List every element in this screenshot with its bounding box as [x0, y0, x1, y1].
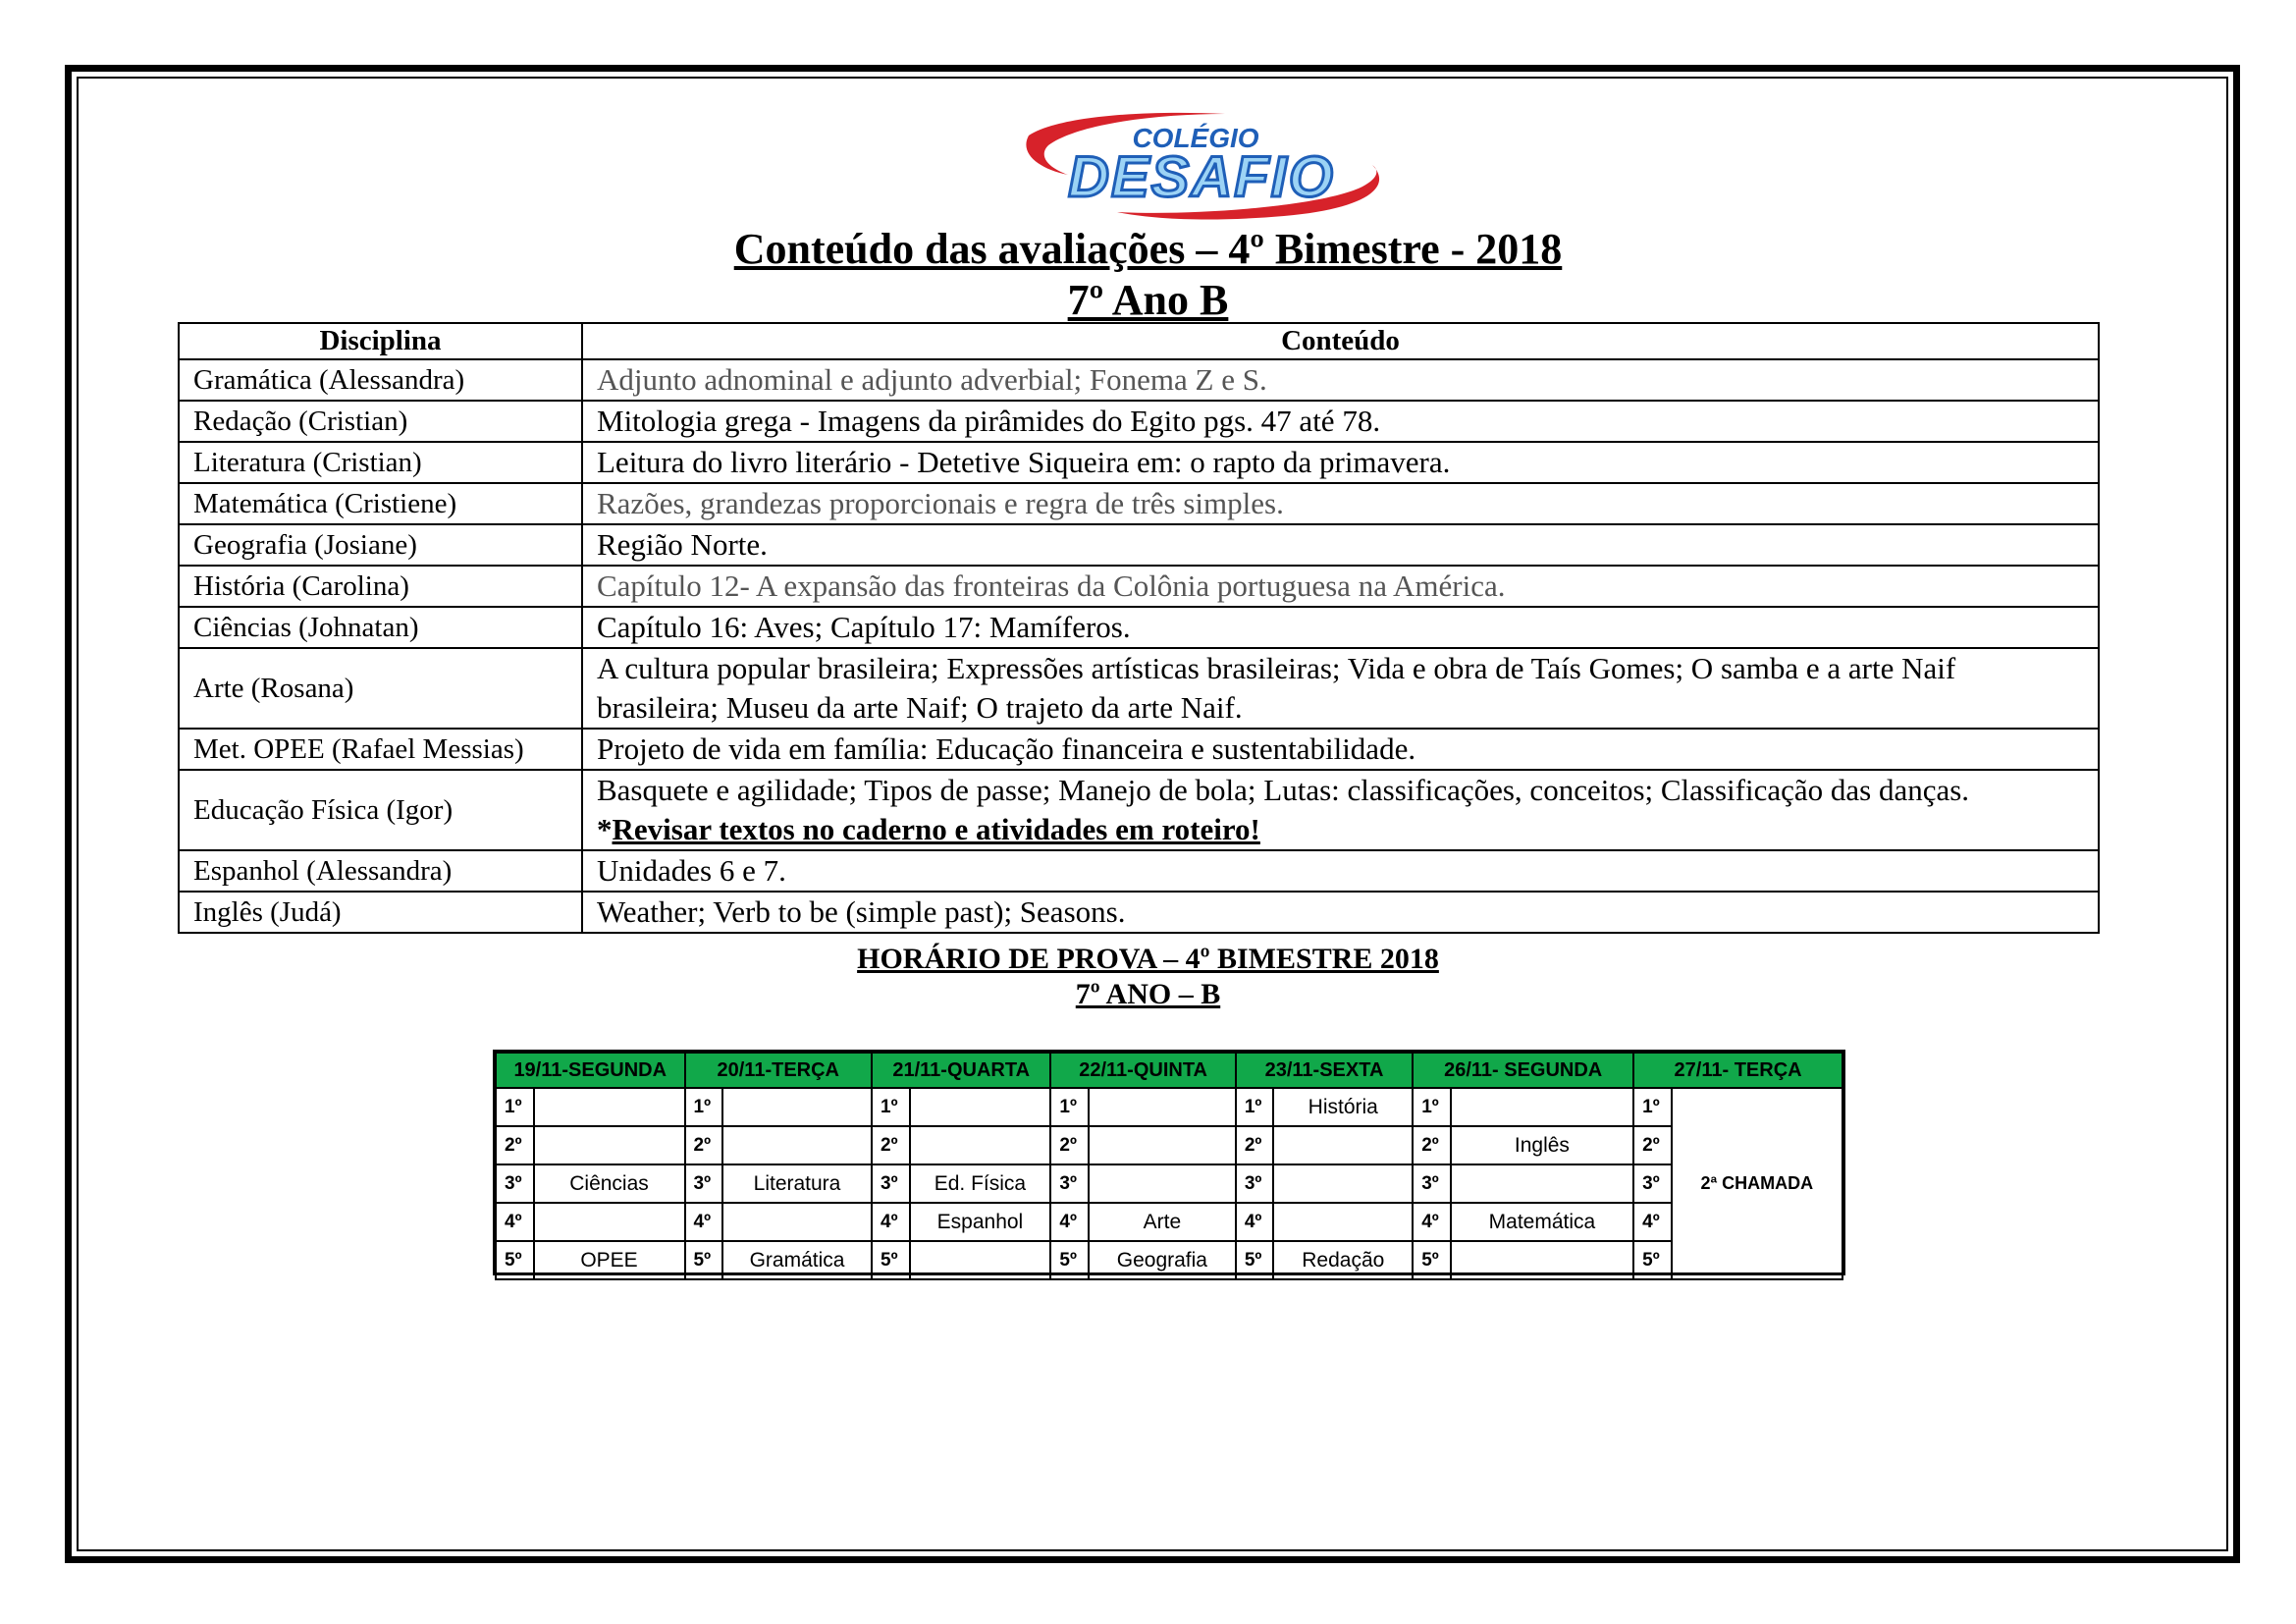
- table-row: [179, 648, 2099, 729]
- discipline-cell: Inglês (Judá): [179, 892, 582, 933]
- period-number: 5º: [685, 1241, 723, 1279]
- period-number: 4º: [496, 1203, 534, 1241]
- subject-cell: Redação: [1273, 1241, 1413, 1279]
- discipline-cell: Geografia (Josiane): [179, 524, 582, 566]
- review-note-text: Revisar textos no caderno e atividades em roteiro!: [612, 812, 1260, 846]
- period-number: 1º: [1236, 1088, 1274, 1126]
- subject-cell: Ciências: [534, 1164, 685, 1203]
- page-title: Conteúdo das avaliações – 4º Bimestre - 2018: [733, 225, 1563, 273]
- schedule-row: [496, 1088, 1842, 1126]
- table-row: [179, 359, 2099, 401]
- subject-cell: [1089, 1088, 1236, 1126]
- discipline-cell: Literatura (Cristian): [179, 442, 582, 483]
- period-number: 5º: [872, 1241, 910, 1279]
- header-discipline: Disciplina: [179, 323, 582, 359]
- content-cell: Unidades 6 e 7.: [582, 850, 2099, 892]
- period-number: 1º: [496, 1088, 534, 1126]
- subject-cell: Matemática: [1451, 1203, 1633, 1241]
- content-table-header: [179, 323, 2099, 359]
- day-header: 27/11- TERÇA: [1633, 1053, 1842, 1088]
- period-number: 4º: [1050, 1203, 1089, 1241]
- subject-cell: [1451, 1241, 1633, 1279]
- header-content: Conteúdo: [582, 323, 2099, 359]
- content-table: [178, 322, 2100, 934]
- period-number: 5º: [1050, 1241, 1089, 1279]
- school-logo: [999, 106, 1404, 222]
- period-number: 3º: [685, 1164, 723, 1203]
- subject-cell: [1273, 1203, 1413, 1241]
- schedule-row: [496, 1241, 1842, 1279]
- subject-cell: [1451, 1164, 1633, 1203]
- period-number: 3º: [1413, 1164, 1451, 1203]
- logo-main-text: DESAFIO: [1068, 145, 1335, 209]
- discipline-cell: Educação Física (Igor): [179, 770, 582, 850]
- content-cell: Leitura do livro literário - Detetive Siqueira em: o rapto da primavera.: [582, 442, 2099, 483]
- discipline-cell: Ciências (Johnatan): [179, 607, 582, 648]
- period-number: 2º: [1633, 1126, 1672, 1164]
- table-row: [179, 566, 2099, 607]
- subject-cell: Ed. Física: [910, 1164, 1051, 1203]
- content-cell: Projeto de vida em família: Educação financeira e sustentabilidade.: [582, 729, 2099, 770]
- table-row: [179, 770, 2099, 850]
- schedule-row: [496, 1164, 1842, 1203]
- table-row: [179, 850, 2099, 892]
- period-number: 2º: [496, 1126, 534, 1164]
- period-number: 4º: [1236, 1203, 1274, 1241]
- subject-cell: Inglês: [1451, 1126, 1633, 1164]
- subject-cell: Espanhol: [910, 1203, 1051, 1241]
- subject-cell: [1089, 1126, 1236, 1164]
- period-number: 2º: [685, 1126, 723, 1164]
- schedule-row: [496, 1203, 1842, 1241]
- period-number: 1º: [1050, 1088, 1089, 1126]
- period-number: 4º: [685, 1203, 723, 1241]
- subject-cell: [722, 1126, 872, 1164]
- content-cell: Adjunto adnominal e adjunto adverbial; Fonema Z e S.: [582, 359, 2099, 401]
- table-row: [179, 401, 2099, 442]
- table-row: [179, 483, 2099, 524]
- subject-cell: [1089, 1164, 1236, 1203]
- content-cell: Razões, grandezas proporcionais e regra de três simples.: [582, 483, 2099, 524]
- content-cell: Capítulo 16: Aves; Capítulo 17: Mamíferos.: [582, 607, 2099, 648]
- period-number: 3º: [1050, 1164, 1089, 1203]
- subject-cell: [1451, 1088, 1633, 1126]
- subject-cell: [722, 1203, 872, 1241]
- second-call-cell: 2ª CHAMADA: [1672, 1088, 1842, 1279]
- schedule-header-row: [496, 1053, 1842, 1088]
- subject-cell: Geografia: [1089, 1241, 1236, 1279]
- content-cell: Região Norte.: [582, 524, 2099, 566]
- discipline-cell: Gramática (Alessandra): [179, 359, 582, 401]
- discipline-cell: Arte (Rosana): [179, 648, 582, 729]
- period-number: 2º: [1236, 1126, 1274, 1164]
- period-number: 2º: [1413, 1126, 1451, 1164]
- logo-top-text: COLÉGIO: [1132, 123, 1259, 153]
- period-number: 5º: [496, 1241, 534, 1279]
- subject-cell: [1273, 1126, 1413, 1164]
- period-number: 3º: [1236, 1164, 1274, 1203]
- subject-cell: [722, 1088, 872, 1126]
- subject-cell: Literatura: [722, 1164, 872, 1203]
- table-row: [179, 607, 2099, 648]
- schedule-row: [496, 1126, 1842, 1164]
- subject-cell: [1273, 1164, 1413, 1203]
- period-number: 2º: [872, 1126, 910, 1164]
- period-number: 4º: [1633, 1203, 1672, 1241]
- subject-cell: [534, 1203, 685, 1241]
- period-number: 4º: [1413, 1203, 1451, 1241]
- page-subtitle: 7º Ano B: [1067, 276, 1229, 324]
- content-text: Basquete e agilidade; Tipos de passe; Manejo de bola; Lutas: classificações, conceitos; Classificação das danças.: [597, 773, 1970, 807]
- subject-cell: Arte: [1089, 1203, 1236, 1241]
- subject-cell: [534, 1126, 685, 1164]
- discipline-cell: Matemática (Cristiene): [179, 483, 582, 524]
- subject-cell: [910, 1241, 1051, 1279]
- subject-cell: História: [1273, 1088, 1413, 1126]
- day-header: 19/11-SEGUNDA: [496, 1053, 685, 1088]
- table-row: [179, 729, 2099, 770]
- content-cell: Capítulo 12- A expansão das fronteiras da Colônia portuguesa na América.: [582, 566, 2099, 607]
- exam-schedule-table: [495, 1052, 1843, 1280]
- discipline-cell: Espanhol (Alessandra): [179, 850, 582, 892]
- discipline-cell: Met. OPEE (Rafael Messias): [179, 729, 582, 770]
- period-number: 3º: [872, 1164, 910, 1203]
- table-row: [179, 442, 2099, 483]
- day-header: 26/11- SEGUNDA: [1413, 1053, 1633, 1088]
- subject-cell: OPEE: [534, 1241, 685, 1279]
- period-number: 2º: [1050, 1126, 1089, 1164]
- discipline-cell: História (Carolina): [179, 566, 582, 607]
- period-number: 1º: [1633, 1088, 1672, 1126]
- period-number: 3º: [1633, 1164, 1672, 1203]
- table-row: [179, 892, 2099, 933]
- period-number: 1º: [872, 1088, 910, 1126]
- subject-cell: [910, 1088, 1051, 1126]
- period-number: 5º: [1236, 1241, 1274, 1279]
- table-row: [179, 524, 2099, 566]
- period-number: 5º: [1413, 1241, 1451, 1279]
- day-header: 23/11-SEXTA: [1236, 1053, 1413, 1088]
- subject-cell: Gramática: [722, 1241, 872, 1279]
- day-header: 22/11-QUINTA: [1050, 1053, 1235, 1088]
- content-cell: Weather; Verb to be (simple past); Seasons.: [582, 892, 2099, 933]
- period-number: 1º: [1413, 1088, 1451, 1126]
- subject-cell: [534, 1088, 685, 1126]
- subject-cell: [910, 1126, 1051, 1164]
- schedule-title: HORÁRIO DE PROVA – 4º BIMESTRE 2018: [857, 943, 1439, 975]
- day-header: 21/11-QUARTA: [872, 1053, 1050, 1088]
- period-number: 4º: [872, 1203, 910, 1241]
- review-note-prefix: *: [597, 812, 613, 846]
- review-note: [597, 810, 2084, 849]
- day-header: 20/11-TERÇA: [685, 1053, 872, 1088]
- period-number: 3º: [496, 1164, 534, 1203]
- period-number: 1º: [685, 1088, 723, 1126]
- content-cell: Mitologia grega - Imagens da pirâmides do Egito pgs. 47 até 78.: [582, 401, 2099, 442]
- content-cell: A cultura popular brasileira; Expressões artísticas brasileiras; Vida e obra de Taís Gomes; O samba e a arte Naif brasileira; Museu da arte Naif; O trajeto da arte Naif.: [582, 648, 2099, 729]
- period-number: 5º: [1633, 1241, 1672, 1279]
- discipline-cell: Redação (Cristian): [179, 401, 582, 442]
- content-cell: [582, 770, 2099, 850]
- schedule-subtitle: 7º ANO – B: [1075, 978, 1221, 1010]
